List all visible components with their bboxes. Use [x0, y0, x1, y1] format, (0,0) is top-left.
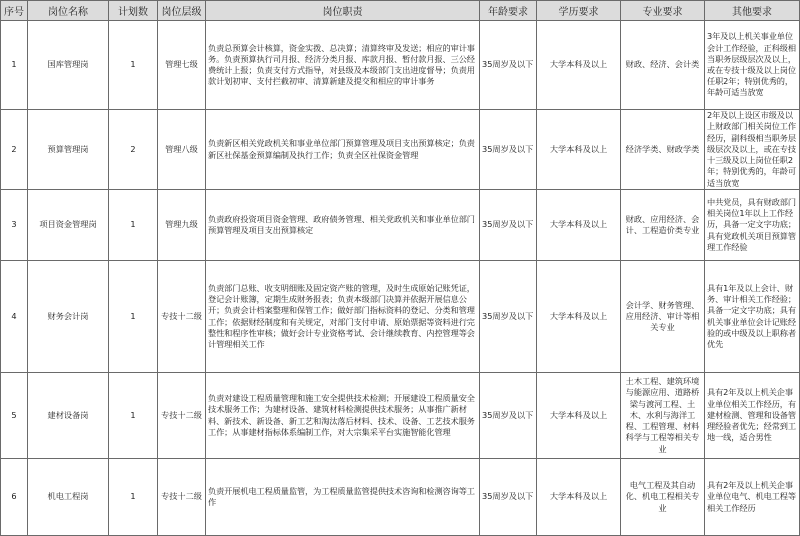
cell-no: 3 [1, 190, 28, 261]
cell-duty: 负责总预算会计核算，资金实拨、总决算；清算终审及发送；相应的审计事务。负责预算执行司月报、经济分类月报、库款月报、暂付款月报、三公经费统计上报；负责支付方式指导，对县级及本级部门支出进度督导；负责用款计划初审、支付拦截初审、清算新建及提交和相应的审计事务 [206, 21, 480, 110]
table-row [1, 21, 800, 110]
cell-age: 35周岁及以下 [480, 373, 537, 459]
cell-duty: 负责部门总账、收支明细账及固定资产账的管理，及时生成原始记账凭证，登记会计账簿，定期生成财务报表；负责本级部门决算并依据开展信息公开；负责会计档案整理和保管工作；做好部门指标资料的登记、分类和管理工作；依据财经制度和有关规定，对部门支付申请、原始票据等资料进行完整性和程序性审核；做好会计专业资格考试、会计继续教育、内控管理等会计管理相关工作 [206, 261, 480, 373]
cell-other: 3年及以上机关事业单位会计工作经验，正科级相当职务层级层次及以上，或在专技十级及以上岗位任职2年；特别优秀的，年龄可适当放宽 [705, 21, 800, 110]
cell-age: 35周岁及以下 [480, 261, 537, 373]
header-no: 序号 [1, 1, 28, 21]
cell-duty: 负责新区相关党政机关和事业单位部门预算管理及项目支出预算核定；负责新区社保基金预算编制及执行工作；负责全区社保资金管理 [206, 110, 480, 190]
header-major: 专业要求 [621, 1, 705, 21]
table-row [1, 459, 800, 536]
cell-major: 财政、经济、会计类 [621, 21, 705, 110]
cell-edu: 大学本科及以上 [537, 21, 621, 110]
cell-level: 专技十二级 [158, 261, 206, 373]
cell-edu: 大学本科及以上 [537, 261, 621, 373]
cell-age: 35周岁及以下 [480, 190, 537, 261]
cell-no: 5 [1, 373, 28, 459]
header-age: 年龄要求 [480, 1, 537, 21]
cell-age: 35周岁及以下 [480, 459, 537, 536]
cell-count: 1 [109, 373, 158, 459]
cell-duty: 负责对建设工程质量管理和施工安全提供技术检测；开展建设工程质量安全技术服务工作；为建材设备、建筑材料检测提供技术服务；从事推广新材料、新技术、新设备、新工艺和淘汰落后材料、技术、设备、工艺技术服务工作；从事建材指标体系编制工作，对大宗集采平台实施智能化管理 [206, 373, 480, 459]
cell-major: 会计学、财务管理、应用经济、审计等相关专业 [621, 261, 705, 373]
table-row [1, 373, 800, 459]
cell-edu: 大学本科及以上 [537, 110, 621, 190]
cell-no: 1 [1, 21, 28, 110]
cell-count: 2 [109, 110, 158, 190]
cell-no: 2 [1, 110, 28, 190]
cell-name: 财务会计岗 [28, 261, 109, 373]
cell-edu: 大学本科及以上 [537, 373, 621, 459]
cell-other: 具有1年及以上会计、财务、审计相关工作经验；具备一定文字功底；具有机关事业单位会计记账经验的或中级及以上职称者优先 [705, 261, 800, 373]
cell-level: 管理七级 [158, 21, 206, 110]
cell-level: 管理八级 [158, 110, 206, 190]
cell-duty: 负责政府投资项目资金管理、政府债务管理、相关党政机关和事业单位部门预算管理及项目支出预算核定 [206, 190, 480, 261]
cell-age: 35周岁及以下 [480, 110, 537, 190]
header-count: 计划数 [109, 1, 158, 21]
header-other: 其他要求 [705, 1, 800, 21]
cell-no: 4 [1, 261, 28, 373]
cell-name: 建材设备岗 [28, 373, 109, 459]
cell-other: 中共党员，具有财政部门相关岗位1年以上工作经历，具备一定文字功底；具有党政机关项目预算管理工作经验 [705, 190, 800, 261]
header-name: 岗位名称 [28, 1, 109, 21]
cell-name: 机电工程岗 [28, 459, 109, 536]
cell-other: 2年及以上设区市级及以上财政部门相关岗位工作经历，副科级相当职务层级层次及以上，或在专技十三级及以上岗位任职2年；特别优秀的，年龄可适当放宽 [705, 110, 800, 190]
cell-count: 1 [109, 21, 158, 110]
table-row [1, 110, 800, 190]
cell-edu: 大学本科及以上 [537, 190, 621, 261]
cell-level: 专技十二级 [158, 373, 206, 459]
table-row [1, 190, 800, 261]
cell-name: 项目资金管理岗 [28, 190, 109, 261]
cell-major: 经济学类、财政学类 [621, 110, 705, 190]
cell-count: 1 [109, 190, 158, 261]
cell-major: 土木工程、建筑环境与能源应用、道路桥梁与渡河工程、土木、水利与海洋工程、工程管理、材料科学与工程等相关专业 [621, 373, 705, 459]
cell-edu: 大学本科及以上 [537, 459, 621, 536]
cell-count: 1 [109, 261, 158, 373]
table-row [1, 261, 800, 373]
cell-no: 6 [1, 459, 28, 536]
cell-other: 具有2年及以上机关企事业单位相关工作经历，有建材检测、管理和设备管理经验者优先；经常到工地一线，适合男性 [705, 373, 800, 459]
header-level: 岗位层级 [158, 1, 206, 21]
cell-duty: 负责开展机电工程质量监管，为工程质量监管提供技术咨询和检测咨询等工作 [206, 459, 480, 536]
header-edu: 学历要求 [537, 1, 621, 21]
cell-level: 管理九级 [158, 190, 206, 261]
cell-other: 具有2年及以上机关企事业单位电气、机电工程等相关工作经历 [705, 459, 800, 536]
cell-age: 35周岁及以下 [480, 21, 537, 110]
cell-major: 财政、应用经济、会计、工程造价类专业 [621, 190, 705, 261]
cell-name: 预算管理岗 [28, 110, 109, 190]
cell-level: 专技十二级 [158, 459, 206, 536]
cell-major: 电气工程及其自动化、机电工程相关专业 [621, 459, 705, 536]
cell-name: 国库管理岗 [28, 21, 109, 110]
cell-count: 1 [109, 459, 158, 536]
header-duty: 岗位职责 [206, 1, 480, 21]
header-row [1, 1, 800, 21]
